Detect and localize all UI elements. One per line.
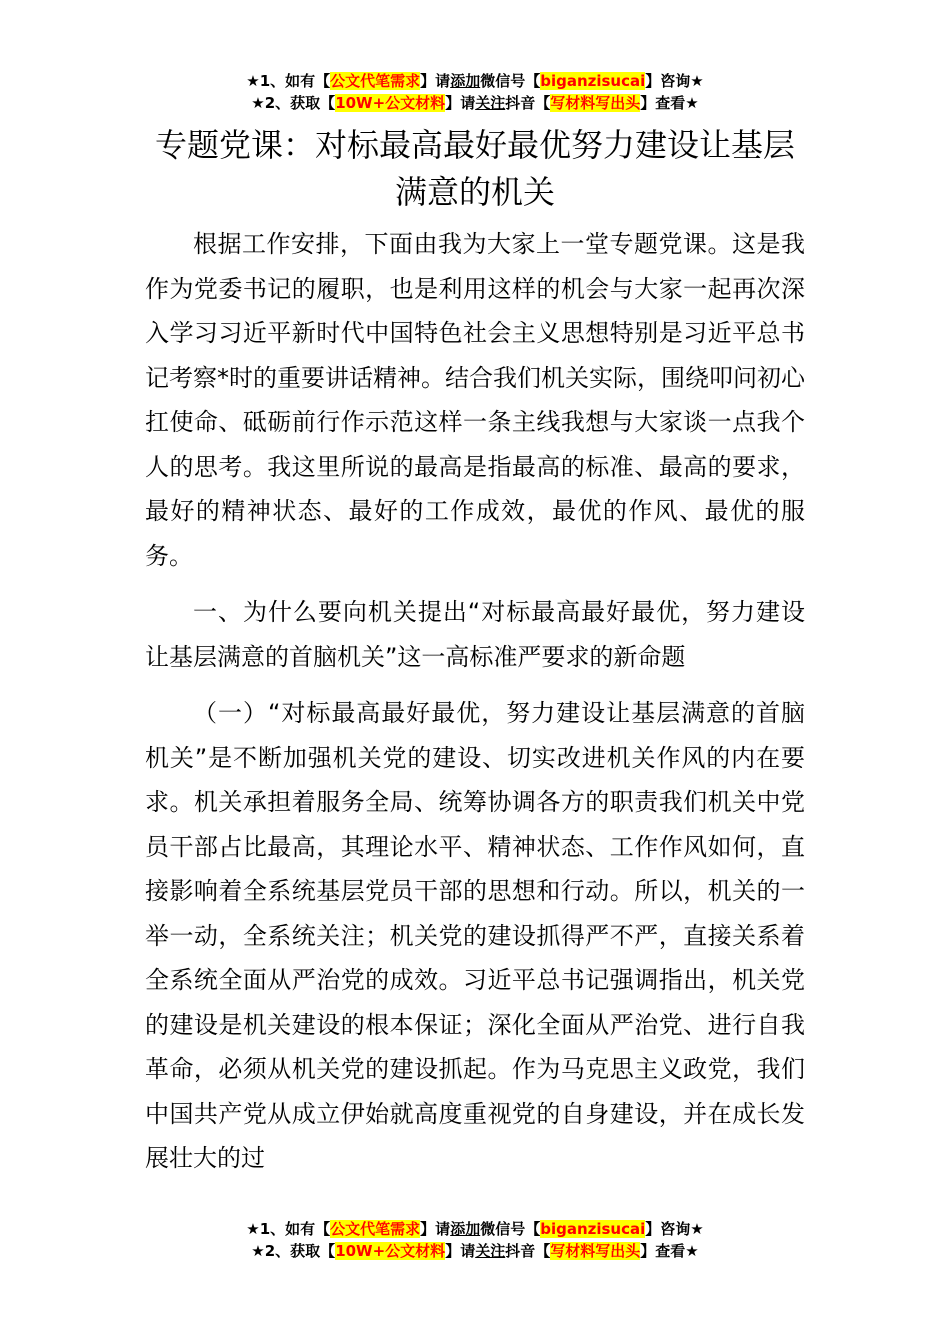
promo-line-2 [0,1240,950,1262]
promo-text: 】咨询★ [645,72,704,90]
promo-text: ★1、如有【 [246,72,331,90]
promo-highlight-wechat-id: biganzisucai [540,72,646,90]
promo-text: 】查看★ [640,94,699,112]
promo-line-1 [0,1218,950,1240]
promo-highlight-douyin: 写材料写出头 [550,94,641,112]
promo-text: 】请 [445,1242,476,1260]
promo-text: 】请 [445,94,476,112]
section-heading-1: 一、为什么要向机关提出“对标最高最好最优，努力建设让基层满意的首脑机关”这一高标准严要求的新命题 [145,598,805,671]
promo-text: 微信号【 [480,72,541,90]
promo-text: 】查看★ [640,1242,699,1260]
promo-line-2 [0,92,950,114]
promo-text: ★1、如有【 [246,1220,331,1238]
promo-text: 】咨询★ [645,1220,704,1238]
promo-line-1 [0,70,950,92]
promo-text: ★2、获取【 [251,94,336,112]
document-title: 专题党课：对标最高最好最优努力建设让基层满意的机关 [154,126,795,211]
promo-highlight-service: 公文代笔需求 [330,72,421,90]
promo-footer [0,1218,950,1262]
paragraph-subsection-1: （一）“对标最高最好最优，努力建设让基层满意的首脑机关”是不断加强机关党的建设、切实改进机关作风的内在要求。机关承担着服务全局、统筹协调各方的职责我们机关中党员干部占比最高，其理论水平、精神状态、工作作风如何，直接影响着全系统基层党员干部的思想和行动。所以，机关的一举一动，全系统关注；机关党的建设抓得严不严，直接关系着全系统全面从严治党的成效。习近平总书记强调指出，机关党的建设是机关建设的根本保证；深化全面从严治党、进行自我革命，必须从机关党的建设抓起。作为马克思主义政党，我们中国共产党从成立伊始就高度重视党的自身建设，并在成长发展壮大的过 [145,699,805,1172]
promo-highlight-materials: 10W+公文材料 [335,94,446,112]
promo-text: 】请 [420,72,451,90]
promo-underline-follow: 关注 [475,1242,506,1260]
promo-underline-add: 添加 [450,1220,481,1238]
promo-highlight-douyin: 写材料写出头 [550,1242,641,1260]
promo-text: 】请 [420,1220,451,1238]
promo-highlight-materials: 10W+公文材料 [335,1242,446,1260]
promo-text: 抖音【 [505,94,551,112]
promo-header [0,70,950,114]
promo-underline-follow: 关注 [475,94,506,112]
promo-text: ★2、获取【 [251,1242,336,1260]
promo-text: 抖音【 [505,1242,551,1260]
promo-text: 微信号【 [480,1220,541,1238]
promo-highlight-wechat-id: biganzisucai [540,1220,646,1238]
promo-underline-add: 添加 [450,72,481,90]
paragraph-intro: 根据工作安排，下面由我为大家上一堂专题党课。这是我作为党委书记的履职，也是利用这样的机会与大家一起再次深入学习习近平新时代中国特色社会主义思想特别是习近平总书记考察*时的重要讲话精神。结合我们机关实际，围绕叩问初心扛使命、砥砺前行作示范这样一条主线我想与大家谈一点我个人的思考。我这里所说的最高是指最高的标准、最高的要求，最好的精神状态、最好的工作成效，最优的作风、最优的服务。 [145,230,805,570]
document-body [145,222,805,1181]
promo-highlight-service: 公文代笔需求 [330,1220,421,1238]
